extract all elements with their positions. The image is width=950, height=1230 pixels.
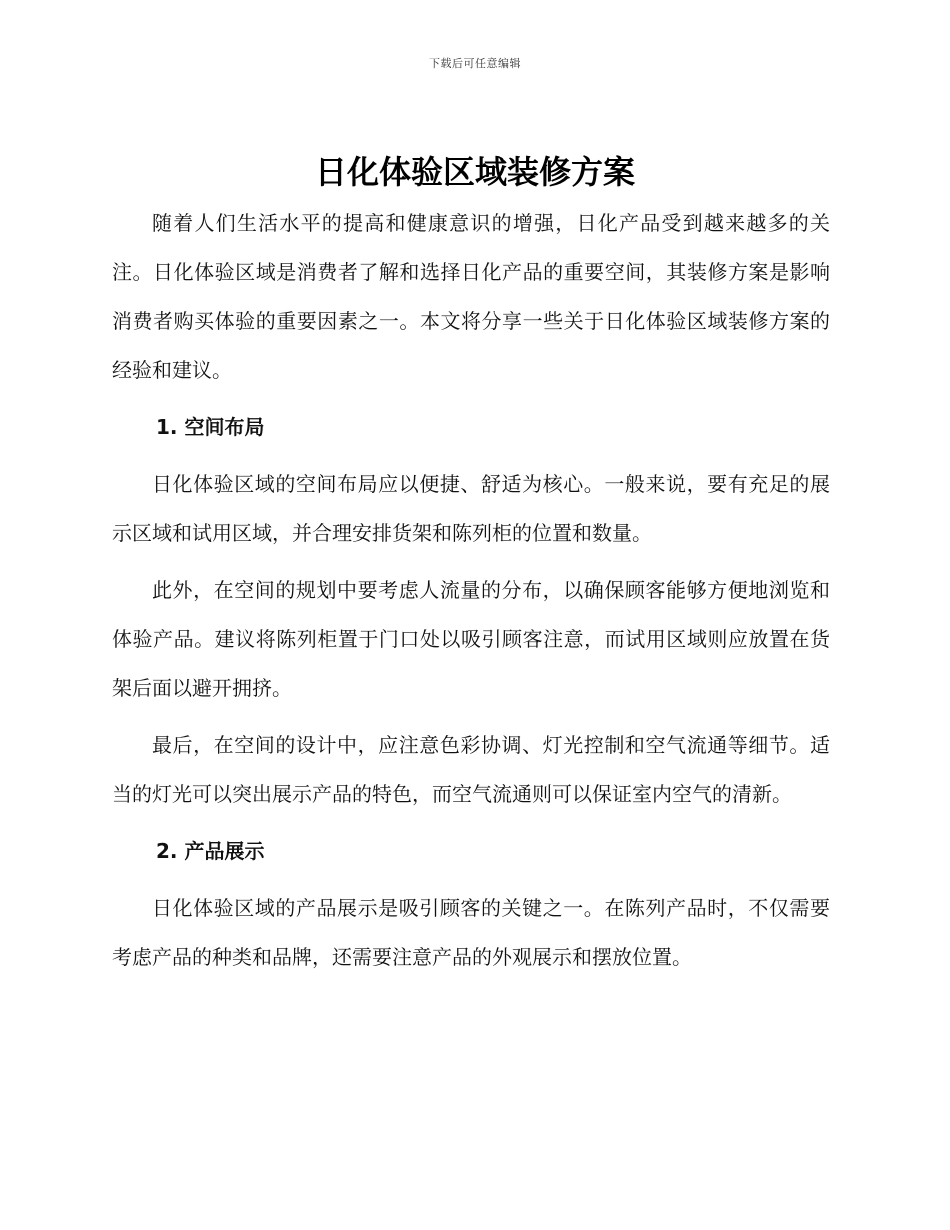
section-heading-display: 2. 产品展示	[156, 839, 265, 863]
display-paragraph-1: 日化体验区域的产品展示是吸引顾客的关键之一。在陈列产品时，不仅需要考虑产品的种类和品牌，还需要注意产品的外观展示和摆放位置。	[112, 896, 830, 969]
header-note: 下载后可任意编辑	[429, 57, 521, 70]
layout-paragraph-2: 此外，在空间的规划中要考虑人流量的分布，以确保顾客能够方便地浏览和体验产品。建议将陈列柜置于门口处以吸引顾客注意，而试用区域则应放置在货架后面以避开拥挤。	[112, 578, 830, 700]
document-body	[112, 199, 830, 982]
layout-paragraph-1: 日化体验区域的空间布局应以便捷、舒适为核心。一般来说，要有充足的展示区域和试用区域，并合理安排货架和陈列柜的位置和数量。	[112, 472, 830, 545]
document-title: 日化体验区域装修方案	[314, 153, 635, 191]
intro-paragraph: 随着人们生活水平的提高和健康意识的增强，日化产品受到越来越多的关注。日化体验区域是消费者了解和选择日化产品的重要空间，其装修方案是影响消费者购买体验的重要因素之一。本文将分享一些关于日化体验区域装修方案的经验和建议。	[112, 211, 830, 382]
layout-paragraph-3: 最后，在空间的设计中，应注意色彩协调、灯光控制和空气流通等细节。适当的灯光可以突出展示产品的特色，而空气流通则可以保证室内空气的清新。	[112, 733, 830, 806]
section-heading-layout: 1. 空间布局	[156, 415, 265, 439]
